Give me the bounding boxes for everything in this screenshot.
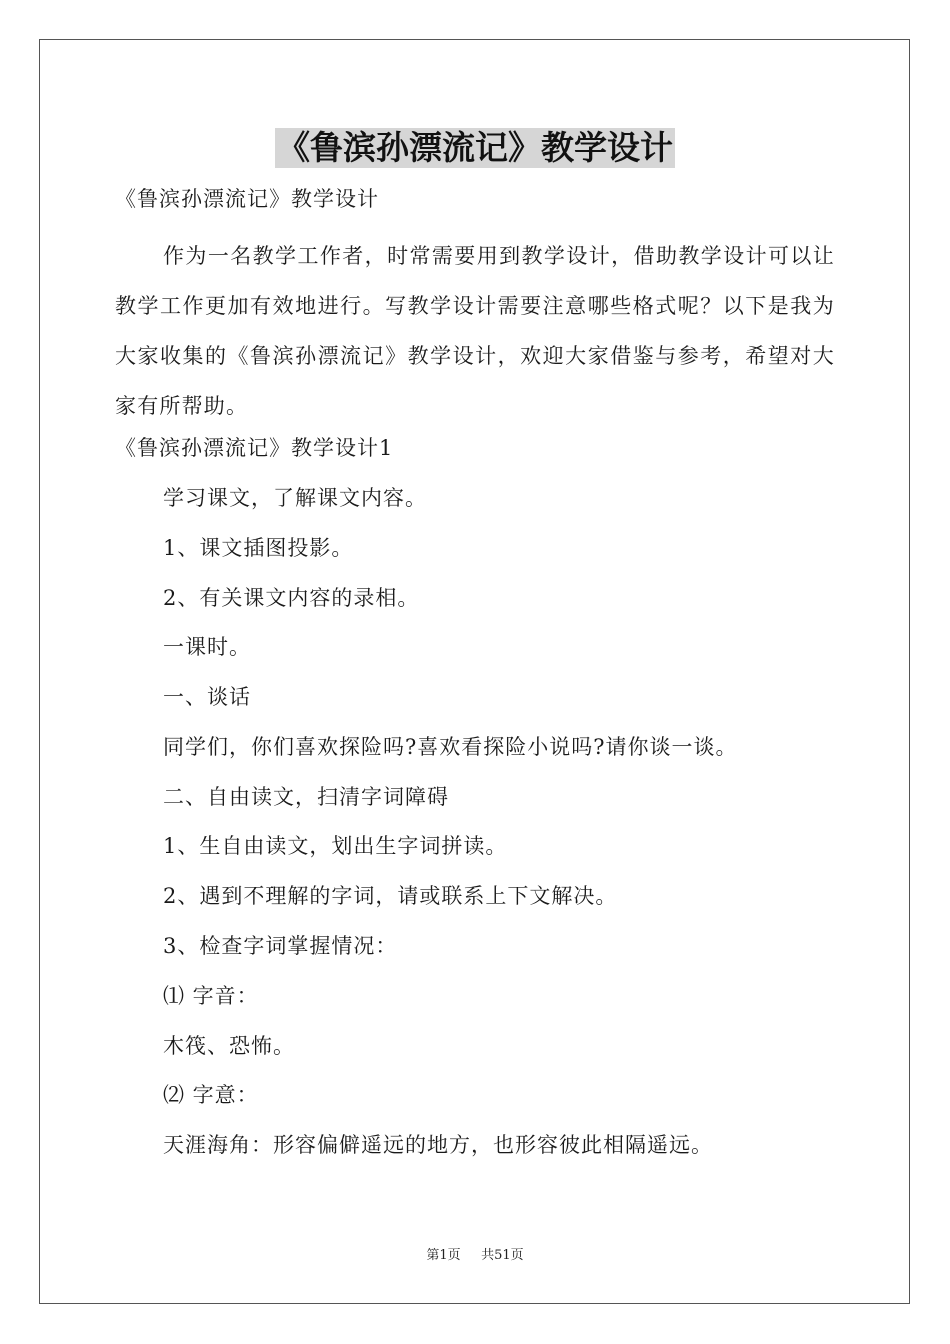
page-border	[39, 39, 910, 1304]
section-heading: 《鲁滨孙漂流记》教学设计1	[115, 436, 394, 460]
body-line: 同学们，你们喜欢探险吗?喜欢看探险小说吗?请你谈一谈。	[163, 735, 738, 759]
body-line: ⑴ 字音：	[163, 984, 259, 1008]
body-line: 2、有关课文内容的录相。	[163, 586, 420, 610]
document-subtitle: 《鲁滨孙漂流记》教学设计	[115, 187, 379, 211]
body-line: 一、谈话	[163, 685, 251, 709]
body-line: 天涯海角：形容偏僻遥远的地方，也形容彼此相隔遥远。	[163, 1133, 713, 1157]
page-total: 共51页	[481, 1248, 524, 1263]
page-footer	[0, 1247, 950, 1265]
body-line: 1、课文插图投影。	[163, 536, 354, 560]
body-line: 二、自由读文，扫清字词障碍	[163, 785, 449, 809]
body-line: 3、检查字词掌握情况：	[163, 934, 398, 958]
body-line: 木筏、恐怖。	[163, 1034, 295, 1058]
intro-paragraph: 作为一名教学工作者，时常需要用到教学设计，借助教学设计可以让教学工作更加有效地进行。写教学设计需要注意哪些格式呢？以下是我为大家收集的《鲁滨孙漂流记》教学设计，欢迎大家借鉴与参考，希望对大家有所帮助。	[115, 244, 835, 418]
body-line: 一课时。	[163, 635, 251, 659]
page-number: 第1页	[426, 1248, 461, 1263]
body-line: ⑵ 字意：	[163, 1083, 259, 1107]
body-line: 学习课文，了解课文内容。	[163, 486, 427, 510]
body-line: 2、遇到不理解的字词，请或联系上下文解决。	[163, 884, 618, 908]
title-container	[0, 128, 950, 168]
body-line: 1、生自由读文，划出生字词拼读。	[163, 834, 508, 858]
document-title: 《鲁滨孙漂流记》教学设计	[277, 128, 673, 167]
